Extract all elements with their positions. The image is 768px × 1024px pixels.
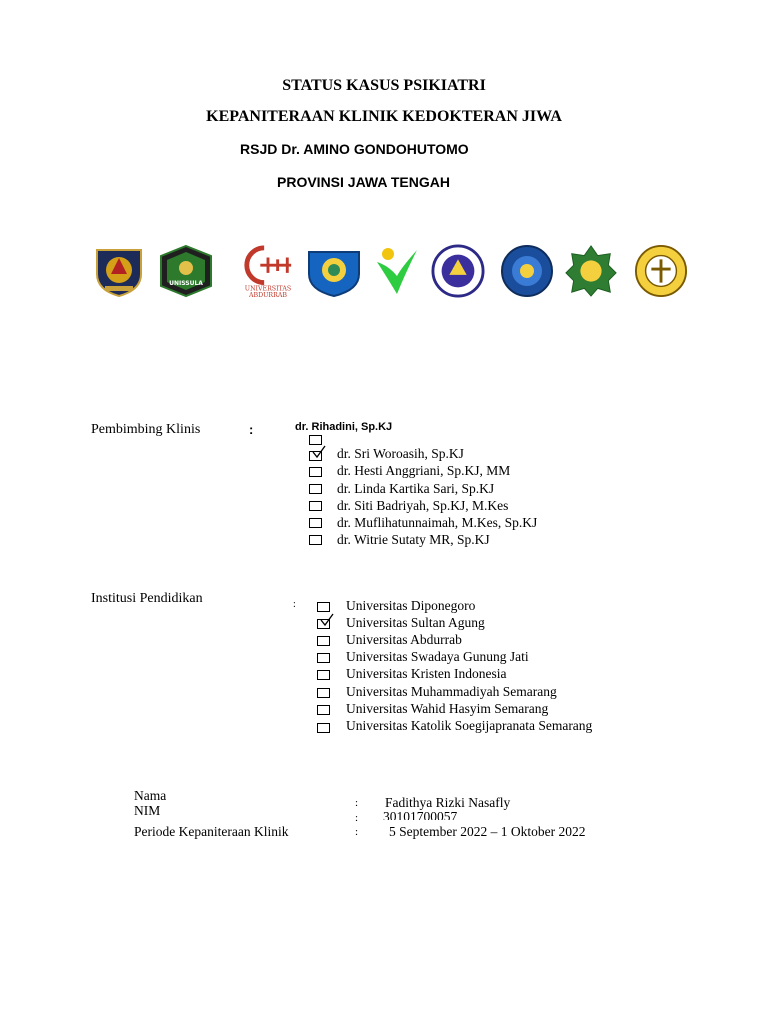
unwahas-logo — [499, 244, 555, 298]
svg-text:UNIVERSITAS: UNIVERSITAS — [244, 285, 292, 293]
nim-colon: : — [355, 812, 359, 824]
abdurrab-logo — [238, 244, 298, 298]
institusi-checkbox-7[interactable] — [317, 705, 330, 715]
institusi-option-label: Universitas Swadaya Gunung Jati — [346, 649, 529, 664]
unika-logo — [630, 244, 692, 298]
nim-value-clip — [383, 809, 457, 820]
periode-value: 5 September 2022 – 1 Oktober 2022 — [389, 824, 586, 839]
institusi-option-label: Universitas Diponegoro — [346, 598, 476, 613]
institusi-option-label: Universitas Abdurrab — [346, 632, 462, 647]
institusi-colon: : — [293, 599, 296, 610]
institusi-option-label: Universitas Wahid Hasyim Semarang — [346, 701, 549, 716]
pembimbing-option-label: dr. Hesti Anggriani, Sp.KJ, MM — [337, 463, 511, 478]
svg-text:ABDURRAB: ABDURRAB — [249, 292, 287, 298]
pembimbing-checkbox-5[interactable] — [309, 518, 322, 528]
periode-label: Periode Kepaniteraan Klinik — [134, 824, 289, 839]
nim-value: 30101700057 — [383, 809, 458, 820]
document-title: STATUS KASUS PSIKIATRI — [282, 77, 486, 94]
check-icon — [320, 613, 334, 627]
institusi-checkbox-8[interactable] — [317, 723, 330, 733]
institusi-option-label: Universitas Sultan Agung — [346, 615, 485, 630]
institusi-label: Institusi Pendidikan — [91, 591, 203, 606]
unissula-logo — [157, 244, 215, 298]
pembimbing-option-label: dr. Siti Badriyah, Sp.KJ, M.Kes — [337, 498, 509, 513]
institusi-option-label: Universitas Kristen Indonesia — [346, 666, 507, 681]
institusi-checkbox-5[interactable] — [317, 670, 330, 680]
unimus-star-logo — [563, 244, 619, 298]
pembimbing-colon: : — [249, 422, 254, 437]
institusi-checkbox-4[interactable] — [317, 653, 330, 663]
pembimbing-checkbox-3[interactable] — [309, 484, 322, 494]
province-name: PROVINSI JAWA TENGAH — [277, 174, 450, 190]
nama-label: Nama — [134, 788, 167, 803]
institusi-checkbox-3[interactable] — [317, 636, 330, 646]
check-icon — [312, 445, 326, 459]
uki-logo — [375, 244, 419, 298]
hospital-name: RSJD Dr. AMINO GONDOHUTOMO — [240, 141, 469, 157]
nim-label: NIM — [134, 803, 161, 818]
pembimbing-checkbox-1[interactable] — [309, 451, 322, 461]
institusi-checkbox-2[interactable] — [317, 619, 330, 629]
pembimbing-checkbox-6[interactable] — [309, 535, 322, 545]
pembimbing-option-label: dr. Linda Kartika Sari, Sp.KJ — [337, 481, 495, 496]
svg-text:UNISSULA: UNISSULA — [169, 280, 203, 287]
undip-logo — [91, 244, 147, 298]
pembimbing-checkbox-blank[interactable] — [309, 435, 322, 445]
pembimbing-option-label: dr. Sri Woroasih, Sp.KJ — [337, 446, 464, 461]
pembimbing-label: Pembimbing Klinis — [91, 422, 201, 437]
periode-colon: : — [355, 826, 359, 838]
institusi-checkbox-6[interactable] — [317, 688, 330, 698]
pembimbing-option-label: dr. Muflihatunnaimah, M.Kes, Sp.KJ — [337, 515, 538, 530]
pembimbing-checkbox-4[interactable] — [309, 501, 322, 511]
institusi-option-label: Universitas Katolik Soegijapranata Semarang — [346, 718, 593, 733]
unswagati-logo — [305, 244, 363, 298]
nama-colon: : — [355, 797, 359, 809]
document-subtitle: KEPANITERAAN KLINIK KEDOKTERAN JIWA — [206, 108, 562, 125]
pembimbing-option-label: dr. Witrie Sutaty MR, Sp.KJ — [337, 532, 490, 547]
nama-value: Fadithya Rizki Nasafly — [385, 795, 511, 810]
institusi-checkbox-1[interactable] — [317, 602, 330, 612]
institusi-option-label: Universitas Muhammadiyah Semarang — [346, 684, 557, 699]
unimus-logo — [428, 244, 488, 298]
pembimbing-selected-name: dr. Rihadini, Sp.KJ — [295, 421, 393, 433]
pembimbing-checkbox-2[interactable] — [309, 467, 322, 477]
